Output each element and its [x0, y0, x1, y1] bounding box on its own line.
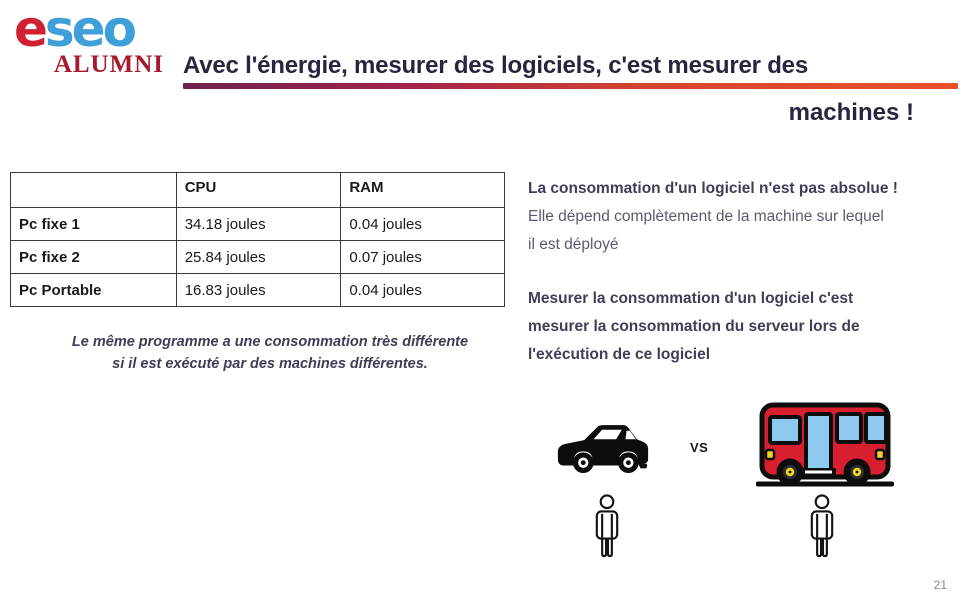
paragraph-line: Mesurer la consommation d'un logiciel c'est — [528, 290, 854, 307]
paragraph-line: mesurer la consommation du serveur lors de — [528, 318, 860, 335]
ram-value: 0.04 joules — [341, 208, 505, 241]
explanation-panel — [528, 175, 953, 369]
row-label: Pc fixe 2 — [11, 241, 177, 274]
table-header-ram: RAM — [341, 173, 505, 208]
paragraph-bold-line: La consommation d'un logiciel n'est pas absolue ! — [528, 180, 898, 197]
cpu-value: 34.18 joules — [176, 208, 341, 241]
person-icon — [809, 494, 835, 563]
table-header-row — [11, 173, 505, 208]
cpu-value: 16.83 joules — [176, 274, 341, 307]
vs-label: VS — [690, 440, 709, 455]
slide-title — [183, 52, 958, 127]
table-row — [11, 241, 505, 274]
table-header-empty — [11, 173, 177, 208]
logo-letters-blue: seo — [44, 0, 134, 58]
page-number: 21 — [933, 578, 947, 592]
cpu-value: 25.84 joules — [176, 241, 341, 274]
title-underline — [183, 83, 958, 89]
title-line-1: Avec l'énergie, mesurer des logiciels, c'est mesurer des — [183, 52, 808, 79]
logo-subtitle: ALUMNI — [53, 51, 164, 78]
paragraph-absolute — [528, 175, 953, 259]
table-header-cpu: CPU — [176, 173, 341, 208]
title-line-2: machines ! — [788, 99, 914, 126]
paragraph-line: Elle dépend complètement de la machine sur lequel — [528, 208, 884, 225]
row-label: Pc Portable — [11, 274, 177, 307]
paragraph-line: l'exécution de ce logiciel — [528, 346, 710, 363]
table-caption: Le même programme a une consommation très différente si il est exécuté par des machines différentes. — [71, 334, 469, 372]
ram-value: 0.07 joules — [341, 241, 505, 274]
table-row — [11, 208, 505, 241]
consumption-table — [10, 172, 505, 307]
paragraph-measure — [528, 285, 953, 369]
car-icon — [556, 423, 650, 482]
ram-value: 0.04 joules — [341, 274, 505, 307]
logo-letter-red: e — [14, 0, 45, 58]
paragraph-line: il est déployé — [528, 236, 619, 253]
person-icon — [594, 494, 620, 563]
logo-wordmark — [14, 0, 174, 58]
bus-icon — [756, 400, 894, 495]
table-row — [11, 274, 505, 307]
eseo-alumni-logo — [14, 0, 174, 79]
row-label: Pc fixe 1 — [11, 208, 177, 241]
